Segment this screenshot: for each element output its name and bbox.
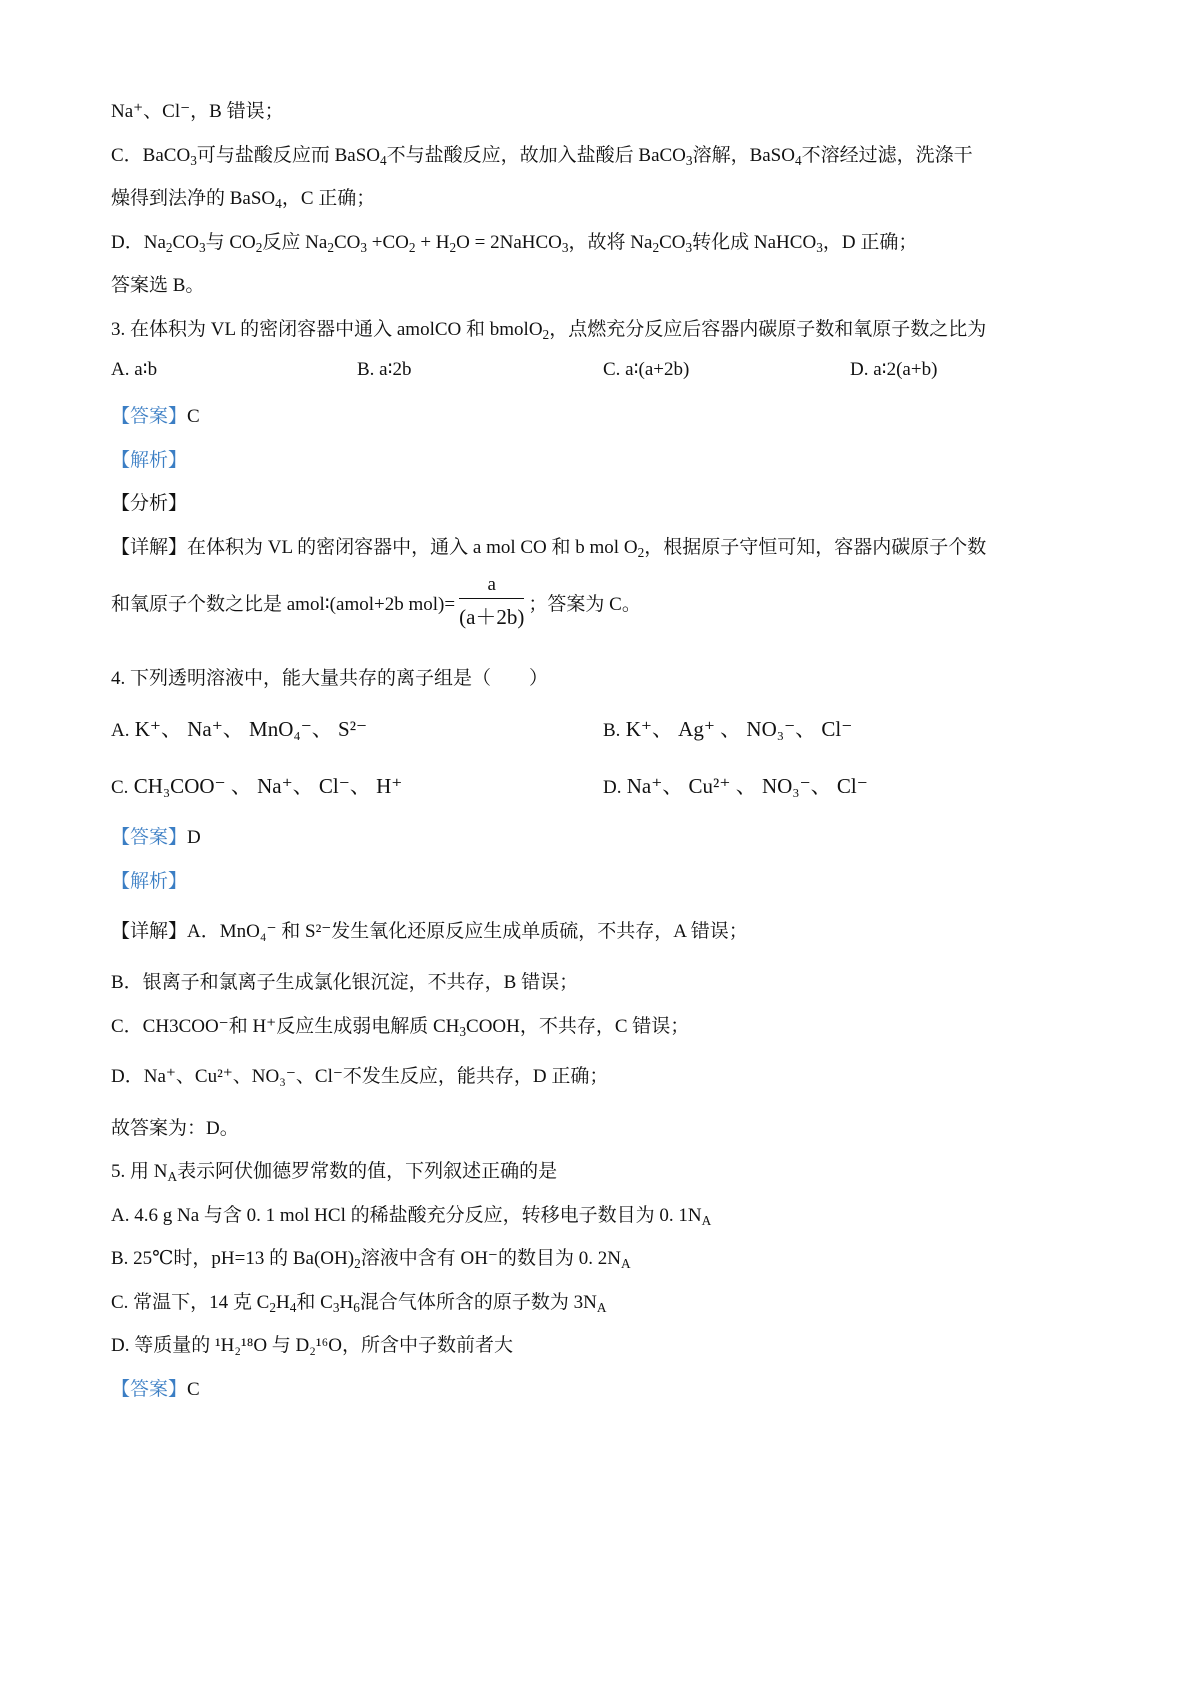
q4-detail-a: 【详解】A．MnO₄⁻ 和 S²⁻发生氧化还原反应生成单质硫，不共存，A 错误；: [111, 921, 748, 942]
q4-option-b: B. K⁺、 Ag⁺ 、 NO₃⁻、 Cl⁻: [603, 717, 853, 741]
q4-option-a: A. K⁺、 Na⁺、 MnO₄⁻、 S²⁻: [111, 717, 368, 741]
q2-option-d: D．$Na_2CO_3$与 $CO_2$反应 $Na_2CO_3 +CO_2 + H_2O$ = 2NaHCO$_3$，故将 $Na_2CO_3$转化成 NaHCO$_3$，D 正确；: [111, 232, 918, 255]
q5-option-c: C. 常温下，14 克 $C_2H_4$和 $C_3H_6$混合气体所含的原子数为 $3N_A$: [111, 1292, 607, 1315]
q5-answer: 【答案】C: [111, 1379, 200, 1400]
q3-detail-line2: 和氧原子个数之比是 amol∶(amol+2b mol)= $\frac{a}{(a+2b)}$ ；答案为 C。: [111, 574, 641, 629]
q3-option-d: D. a∶2(a+b): [850, 359, 938, 380]
q4-conclusion: 故答案为：D。: [111, 1118, 239, 1139]
q2-option-c-line2: 燥得到法净的 BaSO$_4$，C 正确；: [111, 188, 376, 211]
fraction: $\frac{a}{(a+2b)}$: [459, 574, 525, 629]
q5-option-b: B. 25℃时，pH=13 的 $Ba(OH)_2$溶液中含有 OH⁻的数目为 0. $2N_A$: [111, 1248, 631, 1271]
q4-detail-c: C．CH3COO⁻和 H⁺反应生成弱电解质 $CH_3COOH$，不共存，C 错误；: [111, 1016, 690, 1039]
q5-option-d: D. 等质量的 ¹H₂¹⁸O 与 D₂¹⁶O，所含中子数前者大: [111, 1335, 513, 1356]
q5-option-a: A. 4.6 g Na 与含 0. 1 mol HCl 的稀盐酸充分反应，转移电子数目为 0. $1N_A$: [111, 1205, 712, 1228]
q2-option-c-line1: C．BaCO$_3$可与盐酸反应而 BaSO$_4$不与盐酸反应，故加入盐酸后 BaCO$_3$溶解，BaSO$_4$不溶经过滤，洗涤干: [111, 145, 973, 168]
q3-option-c: C. a∶(a+2b): [603, 359, 690, 380]
q4-detail-b: B．银离子和氯离子生成氯化银沉淀，不共存，B 错误；: [111, 972, 579, 993]
q3-option-a: A. a∶b: [111, 359, 158, 380]
q4-answer: 【答案】D: [111, 827, 201, 848]
q5-stem: 5. 用 $N_A$表示阿伏伽德罗常数的值，下列叙述正确的是: [111, 1161, 558, 1184]
q4-analysis-tag: 【解析】: [111, 871, 188, 892]
q4-option-c: C. CH₃COO⁻ 、 Na⁺、 Cl⁻、 H⁺: [111, 774, 403, 798]
q3-answer: 【答案】C: [111, 406, 200, 427]
q3-analysis-tag: 【解析】: [111, 450, 188, 471]
q3-detail-line1: 【详解】在体积为 VL 的密闭容器中，通入 a mol CO 和 b mol $O_2$，根据原子守恒可知，容器内碳原子个数: [111, 537, 987, 560]
q4-stem: 4. 下列透明溶液中，能大量共存的离子组是（ ）: [111, 668, 549, 689]
q3-fenxi-tag: 【分析】: [111, 493, 188, 514]
q2-answer: 答案选 B。: [111, 275, 205, 296]
q4-option-d: D. Na⁺、 Cu²⁺ 、 NO₃⁻、 Cl⁻: [603, 774, 868, 798]
q3-stem: 3. 在体积为 VL 的密闭容器中通入 amolCO 和 bmolO$_2$，点燃充分反应后容器内碳原子数和氧原子数之比为: [111, 319, 987, 342]
q4-detail-d: D．Na⁺、Cu²⁺、NO₃⁻、Cl⁻不发生反应，能共存，D 正确；: [111, 1066, 609, 1087]
q3-option-b: B. a∶2b: [357, 359, 412, 380]
q2-b-conclusion: Na⁺、Cl⁻，B 错误；: [111, 101, 284, 122]
